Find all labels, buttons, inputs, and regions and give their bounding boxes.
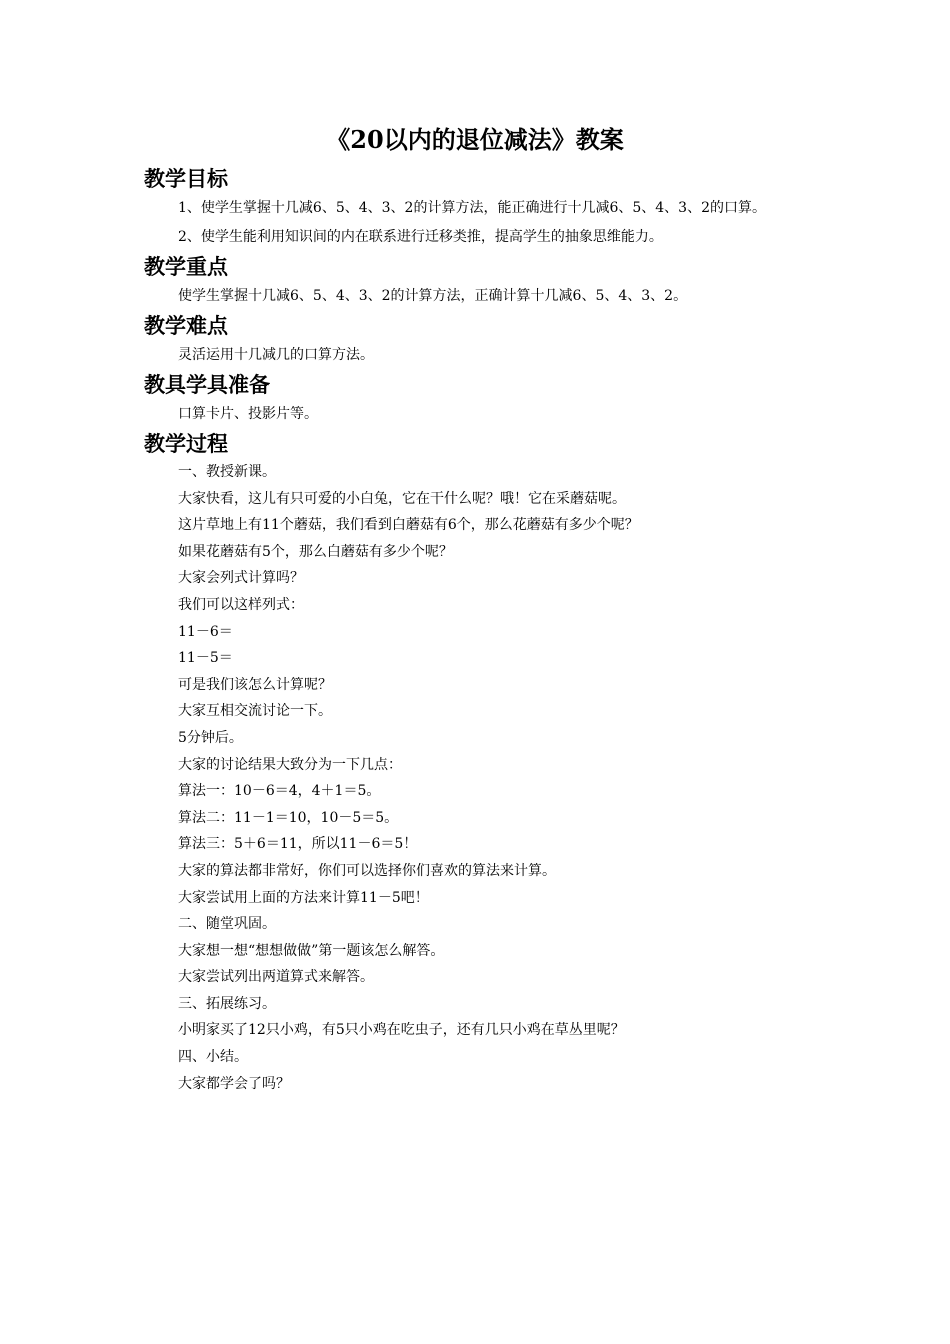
paragraph: 我们可以这样列式：	[178, 596, 304, 613]
paragraph: 2、使学生能利用知识间的内在联系进行迁移类推，提高学生的抽象思维能力。	[178, 229, 663, 245]
section-key-points	[144, 252, 824, 311]
paragraph: 使学生掌握十几减6、5、4、3、2的计算方法，正确计算十几减6、5、4、3、2。	[178, 288, 688, 304]
section-materials	[144, 370, 824, 429]
section-heading: 教学难点	[144, 314, 228, 338]
section-difficulties	[144, 311, 824, 370]
section-process	[144, 429, 824, 1097]
paragraph: 大家想一想“想想做做”第一题该怎么解答。	[178, 942, 445, 959]
paragraph: 11－5＝	[178, 650, 233, 667]
paragraph: 大家的讨论结果大致分为一下几点：	[178, 756, 402, 773]
document-title: 《20以内的退位减法》教案	[326, 125, 624, 154]
section-goals	[144, 164, 824, 252]
paragraph: 大家尝试用上面的方法来计算11－5吧！	[178, 889, 429, 906]
paragraph: 灵活运用十几减几的口算方法。	[178, 347, 374, 363]
paragraph: 大家快看，这儿有只可爱的小白兔，它在干什么呢？哦！它在采蘑菇呢。	[178, 490, 626, 507]
paragraph: 如果花蘑菇有5个，那么白蘑菇有多少个呢？	[178, 543, 453, 560]
section-heading: 教学过程	[144, 432, 228, 456]
paragraph: 算法二：11－1＝10，10－5＝5。	[178, 809, 399, 826]
paragraph: 可是我们该怎么计算呢？	[178, 676, 332, 693]
paragraph: 大家互相交流讨论一下。	[178, 703, 332, 720]
paragraph: 算法三：5＋6＝11，所以11－6＝5！	[178, 836, 418, 853]
paragraph: 大家的算法都非常好，你们可以选择你们喜欢的算法来计算。	[178, 862, 556, 879]
paragraph: 这片草地上有11个蘑菇，我们看到白蘑菇有6个，那么花蘑菇有多少个呢？	[178, 517, 639, 534]
paragraph: 大家会列式计算吗？	[178, 570, 304, 587]
document-body	[144, 164, 824, 1097]
paragraph: 5分钟后。	[178, 729, 243, 746]
paragraph: 口算卡片、投影片等。	[178, 406, 318, 422]
paragraph: 大家都学会了吗？	[178, 1075, 290, 1092]
paragraph: 四、小结。	[178, 1049, 248, 1066]
paragraph: 小明家买了12只小鸡，有5只小鸡在吃虫子，还有几只小鸡在草丛里呢？	[178, 1022, 625, 1039]
paragraph: 三、拓展练习。	[178, 995, 276, 1012]
section-heading: 教学目标	[144, 167, 228, 191]
section-heading: 教具学具准备	[144, 373, 270, 397]
paragraph: 1、使学生掌握十几减6、5、4、3、2的计算方法，能正确进行十几减6、5、4、3、2的口算。	[178, 200, 766, 216]
paragraph: 二、随堂巩固。	[178, 916, 276, 933]
paragraph: 大家尝试列出两道算式来解答。	[178, 969, 374, 986]
paragraph: 一、教授新课。	[178, 464, 276, 480]
paragraph: 算法一：10－6＝4，4＋1＝5。	[178, 783, 381, 800]
paragraph: 11－6＝	[178, 623, 233, 640]
section-heading: 教学重点	[144, 255, 228, 279]
